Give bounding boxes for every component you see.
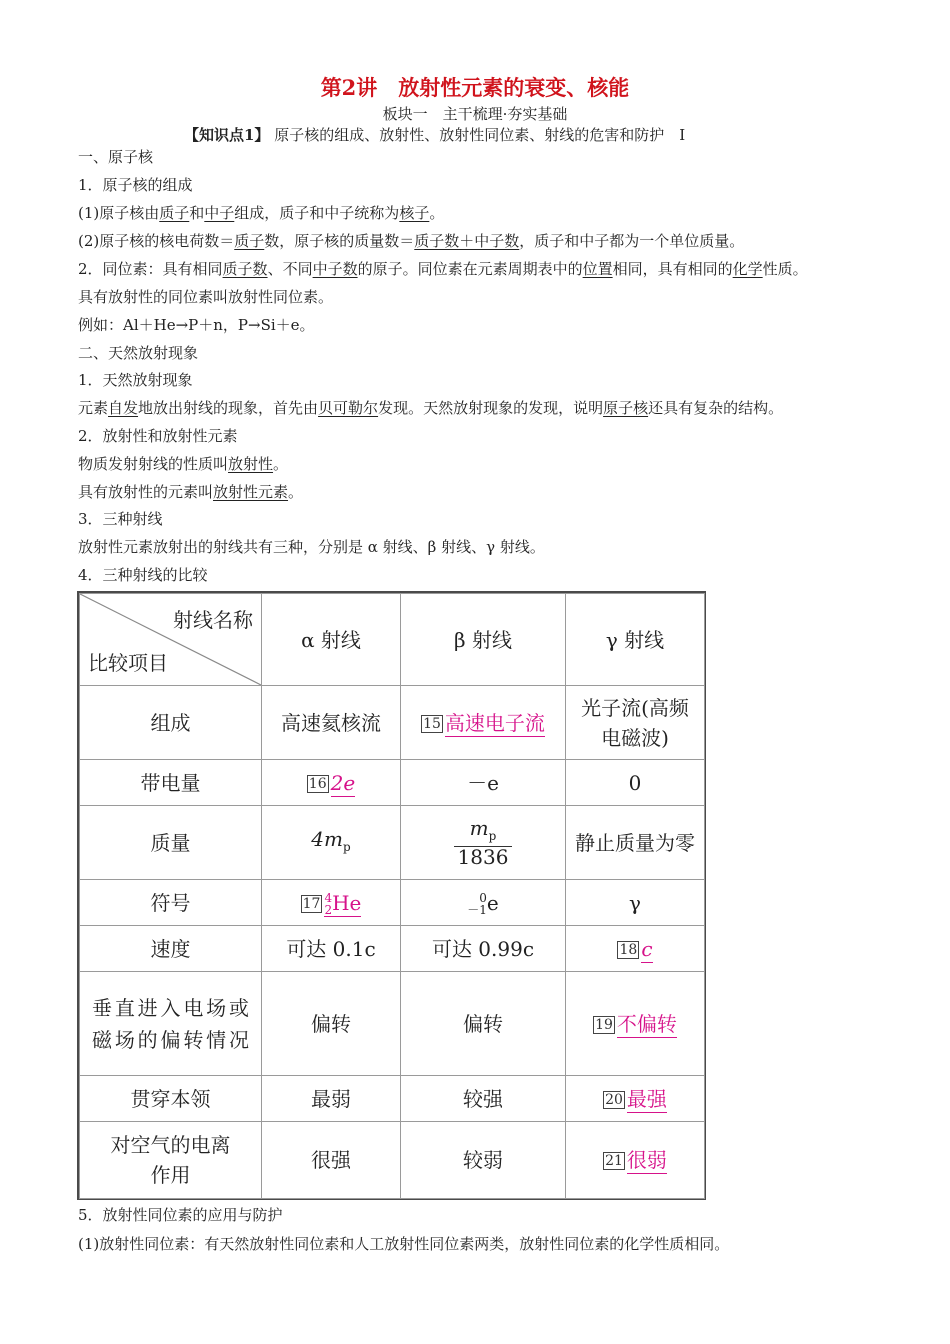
paragraph: 放射性元素放射出的射线共有三种，分别是 α 射线、β 射线、γ 射线。 [78,538,545,556]
cell-beta: 较弱 [401,1122,566,1199]
blank-number: 19 [595,1016,613,1033]
cell-gamma [566,1122,705,1199]
text: 和 [189,204,205,222]
answer-text: 最强 [626,1086,667,1111]
cell-gamma: 0 [566,760,705,806]
answer-text: c [641,936,653,961]
table-row [80,760,705,806]
answer-blank: 质子 [159,204,190,222]
paragraph [78,481,303,502]
header-compare-item: 比较项目 [88,651,168,675]
cell-gamma: 光子流(高频电磁波) [566,686,705,760]
blank-number: 21 [605,1153,623,1169]
atomic-number: －1 [467,903,487,917]
text: 。 [288,483,304,501]
cell-alpha: 偏转 [262,972,401,1076]
row-label: 质量 [80,806,262,880]
subsection-heading: 4．三种射线的比较 [78,566,208,584]
blank-number: 16 [308,775,327,792]
answer-blank: 原子核 [603,399,649,417]
text: 物质发射射线的性质叫 [78,455,229,473]
element-symbol: He [332,890,362,915]
knowledge-point-heading [184,124,685,145]
answer-blank: 放射性元素 [213,483,289,501]
answer-text: 高速电子流 [444,710,545,735]
answer-blank: 位置 [582,260,613,278]
particle-symbol: e [486,890,499,915]
row-label: 带电量 [80,760,262,806]
table-row [80,1122,705,1199]
cell-gamma [566,926,705,972]
text: 相同，具有相同的 [612,260,733,278]
answer-blank: 质子数＋中子数 [414,232,520,250]
section-heading: 一、原子核 [78,148,154,166]
paragraph [78,453,288,474]
cell-beta: 较强 [401,1076,566,1122]
cell-alpha: 很强 [262,1122,401,1199]
answer-text [324,891,361,917]
answer-blank: 质子数 [222,260,268,278]
row-label: 贯穿本领 [80,1076,262,1122]
blank-number: 20 [605,1091,623,1108]
mass-number: 0 [479,891,487,905]
paragraph [78,202,444,223]
text: 。 [429,204,445,222]
text: 性质。 [762,260,808,278]
column-header-alpha: α 射线 [262,594,401,686]
cell-gamma: 静止质量为零 [566,806,705,880]
cell-alpha: 高速氦核流 [262,686,401,760]
table-row [80,1076,705,1122]
answer-text: 不偏转 [616,1011,677,1036]
subsection-heading: 3．三种射线 [78,510,163,528]
paragraph [78,258,808,279]
fraction-denominator: 1836 [457,845,509,869]
text: (2)原子核的核电荷数＝ [78,232,235,250]
answer-blank: 贝可勒尔 [318,399,379,417]
paragraph [78,397,783,418]
text: 还具有复杂的结构。 [648,399,784,417]
table-row [80,686,705,760]
cell-beta: －e [401,760,566,806]
answer-text: 很弱 [626,1148,667,1172]
subsection-heading: 1．原子核的组成 [78,176,193,194]
diagonal-header-cell [80,594,262,686]
cell-beta [401,806,566,880]
text: 组成，质子和中子统称为 [234,204,400,222]
blank-number: 17 [302,895,321,912]
text: 2．同位素：具有相同 [78,260,223,278]
knowledge-point-text: 原子核的组成、放射性、放射性同位素、射线的危害和防护 Ⅰ [274,126,686,144]
answer-blank: 自发 [108,399,139,417]
answer-blank: 中子 [204,204,235,222]
table-row [80,806,705,880]
cell-gamma: γ [566,880,705,926]
row-label: 垂直进入电场或磁场的偏转情况 [80,972,262,1076]
answer-blank: 中子数 [312,260,358,278]
table-row [80,880,705,926]
knowledge-point-tag: 【知识点1】 [184,126,270,144]
text: 具有放射性的元素叫 [78,483,214,501]
cell-beta [401,686,566,760]
answer-blank: 核子 [399,204,430,222]
text: 元素 [78,399,109,417]
subsection-heading: 2．放射性和放射性元素 [78,427,238,445]
cell-beta [401,880,566,926]
mass-fraction [454,818,513,867]
answer-blank: 化学 [732,260,763,278]
paragraph: (1)放射性同位素：有天然放射性同位素和人工放射性同位素两类，放射性同位素的化学性质相同。 [78,1235,730,1253]
table-row [80,972,705,1076]
subsection-heading: 5．放射性同位素的应用与防护 [78,1206,283,1224]
text: 的原子。同位素在元素周期表中的 [357,260,583,278]
mass-symbol: 4m [311,826,343,851]
text: 发现。天然放射现象的发现，说明 [378,399,604,417]
numerator-symbol: m [469,816,489,840]
column-header-beta: β 射线 [401,594,566,686]
cell-alpha: 最弱 [262,1076,401,1122]
column-header-gamma: γ 射线 [566,594,705,686]
cell-beta: 可达 0.99c [401,926,566,972]
blank-number: 18 [619,941,638,958]
cell-alpha [262,760,401,806]
paragraph: 例如：Al＋He→P＋n，P→Si＋e。 [78,316,315,334]
text: (1)原子核由 [78,204,160,222]
blank-number: 15 [423,715,441,732]
text: 。 [273,455,289,473]
text: 地放出射线的现象，首先由 [138,399,319,417]
numerator-subscript: p [488,829,497,843]
cell-alpha [262,806,401,880]
cell-gamma [566,1076,705,1122]
fraction-numerator [454,818,513,847]
cell-alpha: 可达 0.1c [262,926,401,972]
page-title: 第2讲 放射性元素的衰变、核能 [320,75,630,100]
cell-alpha [262,880,401,926]
answer-text: 2e [330,770,356,795]
cell-gamma [566,972,705,1076]
row-label: 组成 [80,686,262,760]
row-label: 对空气的电离作用 [80,1122,262,1199]
table-header-row [80,594,705,686]
row-label: 速度 [80,926,262,972]
comparison-table-grid [79,593,705,1199]
answer-blank: 质子 [234,232,265,250]
answer-blank: 放射性 [228,455,274,473]
text: ，质子和中子都为一个单位质量。 [519,232,745,250]
header-ray-name: 射线名称 [173,608,253,632]
page-subtitle: 板块一 主干梳理·夯实基础 [382,105,568,123]
ray-comparison-table [77,591,706,1200]
mass-number: 4 [324,891,333,905]
paragraph: 具有放射性的同位素叫放射性同位素。 [78,288,334,306]
atomic-number: 2 [324,903,333,917]
mass-subscript: p [343,839,351,854]
table-row [80,926,705,972]
row-label: 符号 [80,880,262,926]
section-heading: 二、天然放射现象 [78,344,199,362]
cell-beta: 偏转 [401,972,566,1076]
text: 数，原子核的质量数＝ [264,232,415,250]
text: 、不同 [267,260,313,278]
paragraph [78,230,744,251]
subsection-heading: 1．天然放射现象 [78,371,193,389]
